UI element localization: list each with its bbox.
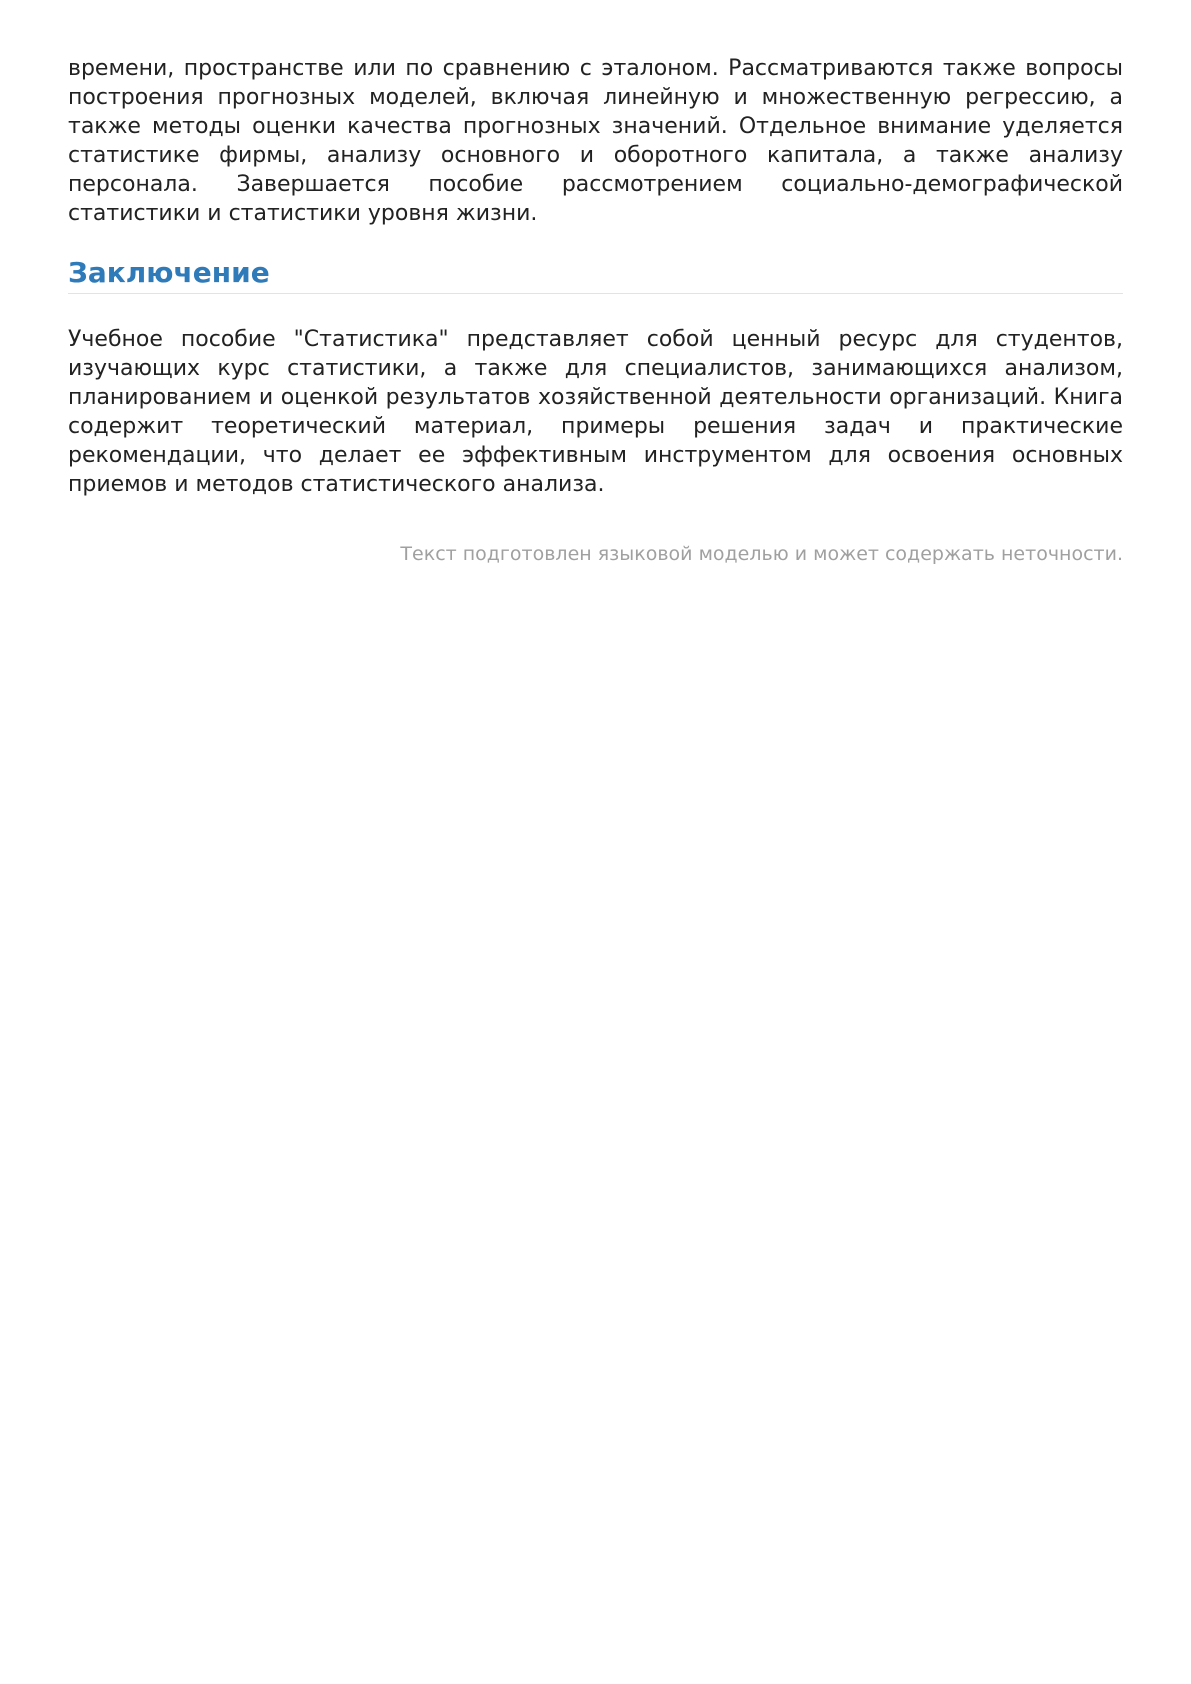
intro-paragraph: времени, пространстве или по сравнению с эталоном. Рассматриваются также вопросы построения прогнозных моделей, включая линейную и множественную регрессию, а также методы оценки качества прогнозных значений. Отдельное внимание уделяется статистике фирмы, анализу основного и оборотного капитала, а также анализу персонала. Завершается пособие рассмотрением социально-демографической статистики и статистики уровня жизни. — [68, 56, 1123, 226]
section-divider — [68, 293, 1123, 294]
conclusion-paragraph: Учебное пособие "Статистика" представляет собой ценный ресурс для студентов, изучающих курс статистики, а также для специалистов, занимающихся анализом, планированием и оценкой результатов хозяйственной деятельности организаций. Книга содержит теоретический материал, примеры решения задач и практические рекомендации, что делает ее эффективным инструментом для освоения основных приемов и методов статистического анализа. — [68, 327, 1123, 497]
section-heading-conclusion: Заключение — [68, 256, 270, 289]
document-page — [68, 54, 1123, 567]
ai-disclaimer-note: Текст подготовлен языковой моделью и может содержать неточности. — [400, 543, 1123, 565]
